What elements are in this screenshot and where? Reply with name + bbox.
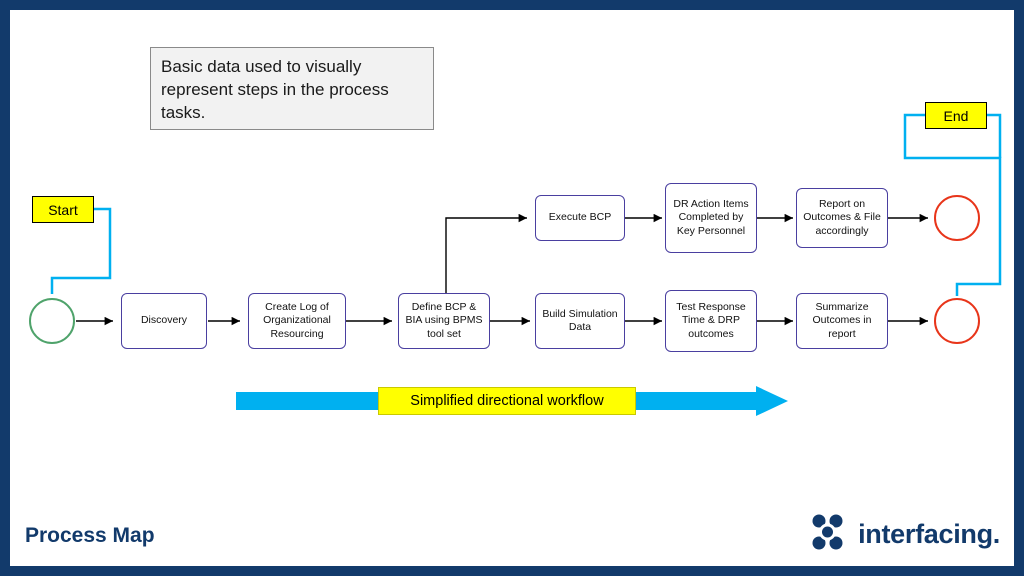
step-test-response[interactable]: Test Response Time & DRP outcomes	[665, 290, 757, 352]
step-build-simulation[interactable]: Build Simulation Data	[535, 293, 625, 349]
end-label: End	[925, 102, 987, 129]
interfacing-logo-icon	[804, 512, 850, 557]
brand-name: interfacing.	[858, 519, 1000, 549]
connector-end-label-top	[987, 115, 1000, 158]
note-callout: Basic data used to visually represent steps in the process tasks.	[150, 47, 434, 130]
start-terminator	[29, 298, 75, 344]
brand	[804, 512, 1000, 557]
workflow-arrow-label: Simplified directional workflow	[378, 387, 636, 415]
end-terminator-bottom	[934, 298, 980, 344]
step-dr-action-items[interactable]: DR Action Items Completed by Key Personnel	[665, 183, 757, 253]
step-define-bcp[interactable]: Define BCP & BIA using BPMS tool set	[398, 293, 490, 349]
start-label: Start	[32, 196, 94, 223]
step-report-outcomes[interactable]: Report on Outcomes & File accordingly	[796, 188, 888, 248]
end-terminator-top	[934, 195, 980, 241]
step-summarize-outcomes[interactable]: Summarize Outcomes in report	[796, 293, 888, 349]
step-discovery[interactable]: Discovery	[121, 293, 207, 349]
step-create-log[interactable]: Create Log of Organizational Resourcing	[248, 293, 346, 349]
step-execute-bcp[interactable]: Execute BCP	[535, 195, 625, 241]
connector-definebcp-executebcp	[446, 218, 527, 293]
page-title: Process Map	[25, 524, 155, 547]
